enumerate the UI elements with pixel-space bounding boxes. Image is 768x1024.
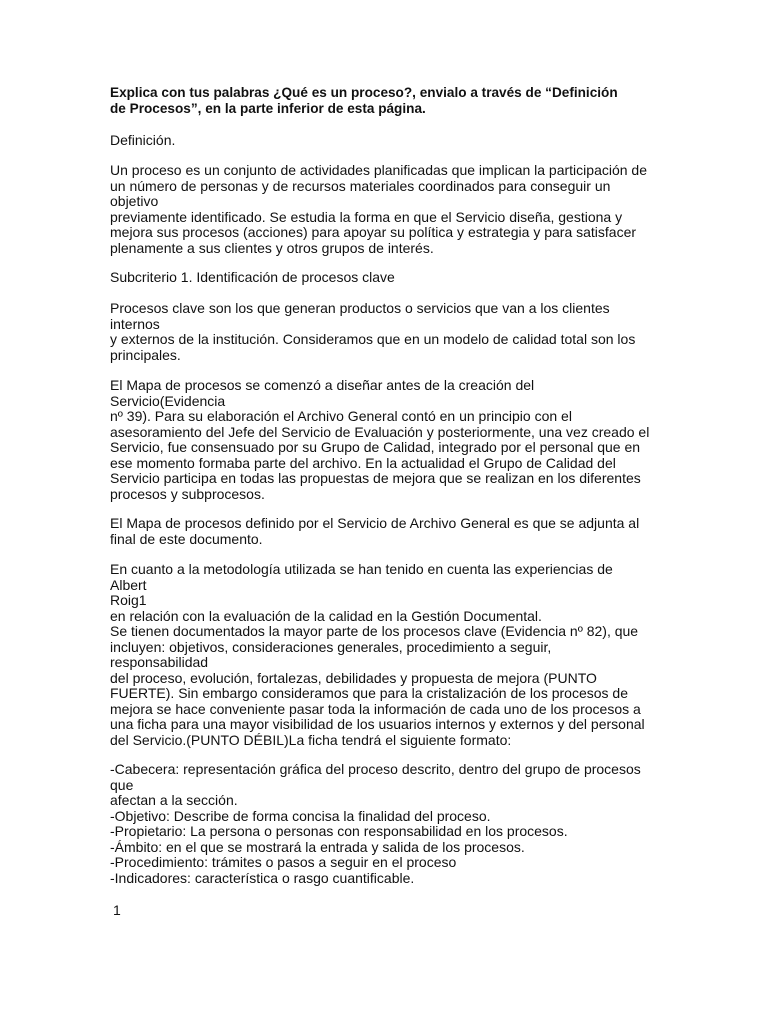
definition-paragraph: Un proceso es un conjunto de actividades planificadas que implican la participación de un número de personas y de recursos materiales coordinados para conseguir un objetivo previamente identificado. Se estudia la forma en que el Servicio diseña, gestiona y mejora sus procesos (acciones) para apoyar su política y estrategia y para satisfacer plenamente a sus clientes y otros grupos de interés. bbox=[110, 162, 647, 256]
definition-label: Definición. bbox=[110, 132, 176, 148]
methodology-paragraph: En cuanto a la metodología utilizada se han tenido en cuenta las experiencias de Albert Roig1 en relación con la evaluación de la calidad en la Gestión Documental. Se tienen documentados la mayor parte de los procesos clave (Evidencia nº 82), que incluyen: objetivos, consideraciones generales, procedimiento a seguir, responsabilidad del proceso, evolución, fortalezas, debilidades y propuesta de mejora (PUNTO FUERTE). Sin embargo consideramos que para la cristalización de los procesos de mejora se hace conveniente pasar toda la información de cada uno de los procesos a una ficha para una mayor visibilidad de los usuarios internos y externos y del personal del Servicio.(PUNTO DÉBIL)La ficha tendrá el siguiente formato: bbox=[110, 561, 645, 748]
subcriterion-title: Subcriterio 1. Identificación de procesos clave bbox=[110, 269, 395, 285]
attached-map-paragraph: El Mapa de procesos definido por el Servicio de Archivo General es que se adjunta al final de este documento. bbox=[110, 515, 640, 547]
document-heading: Explica con tus palabras ¿Qué es un proceso?, envialo a través de “Definición de Procesos”, en la parte inferior de esta página. bbox=[110, 85, 618, 116]
format-list: -Cabecera: representación gráfica del proceso descrito, dentro del grupo de procesos que afectan a la sección. -Objetivo: Describe de forma concisa la finalidad del proceso. -Propietario: La persona o personas con responsabilidad en los procesos. -Ámbito: en el que se mostrará la entrada y salida de los procesos. -Procedimiento: trámites o pasos a seguir en el proceso -Indicadores: característica o rasgo cuantificable. bbox=[110, 761, 641, 886]
page-number: 1 bbox=[113, 902, 121, 918]
key-processes-paragraph: Procesos clave son los que generan productos o servicios que van a los clientes internos y externos de la institución. Consideramos que en un modelo de calidad total son los principales. bbox=[110, 300, 636, 363]
process-map-paragraph: El Mapa de procesos se comenzó a diseñar antes de la creación del Servicio(Evidencia nº 39). Para su elaboración el Archivo General contó en un principio con el asesoramiento del Jefe del Servicio de Evaluación y posteriormente, una vez creado el Servicio, fue consensuado por su Grupo de Calidad, integrado por el personal que en ese momento formaba parte del archivo. En la actualidad el Grupo de Calidad del Servicio participa en todas las propuestas de mejora que se realizan en los diferentes procesos y subprocesos. bbox=[110, 377, 650, 502]
